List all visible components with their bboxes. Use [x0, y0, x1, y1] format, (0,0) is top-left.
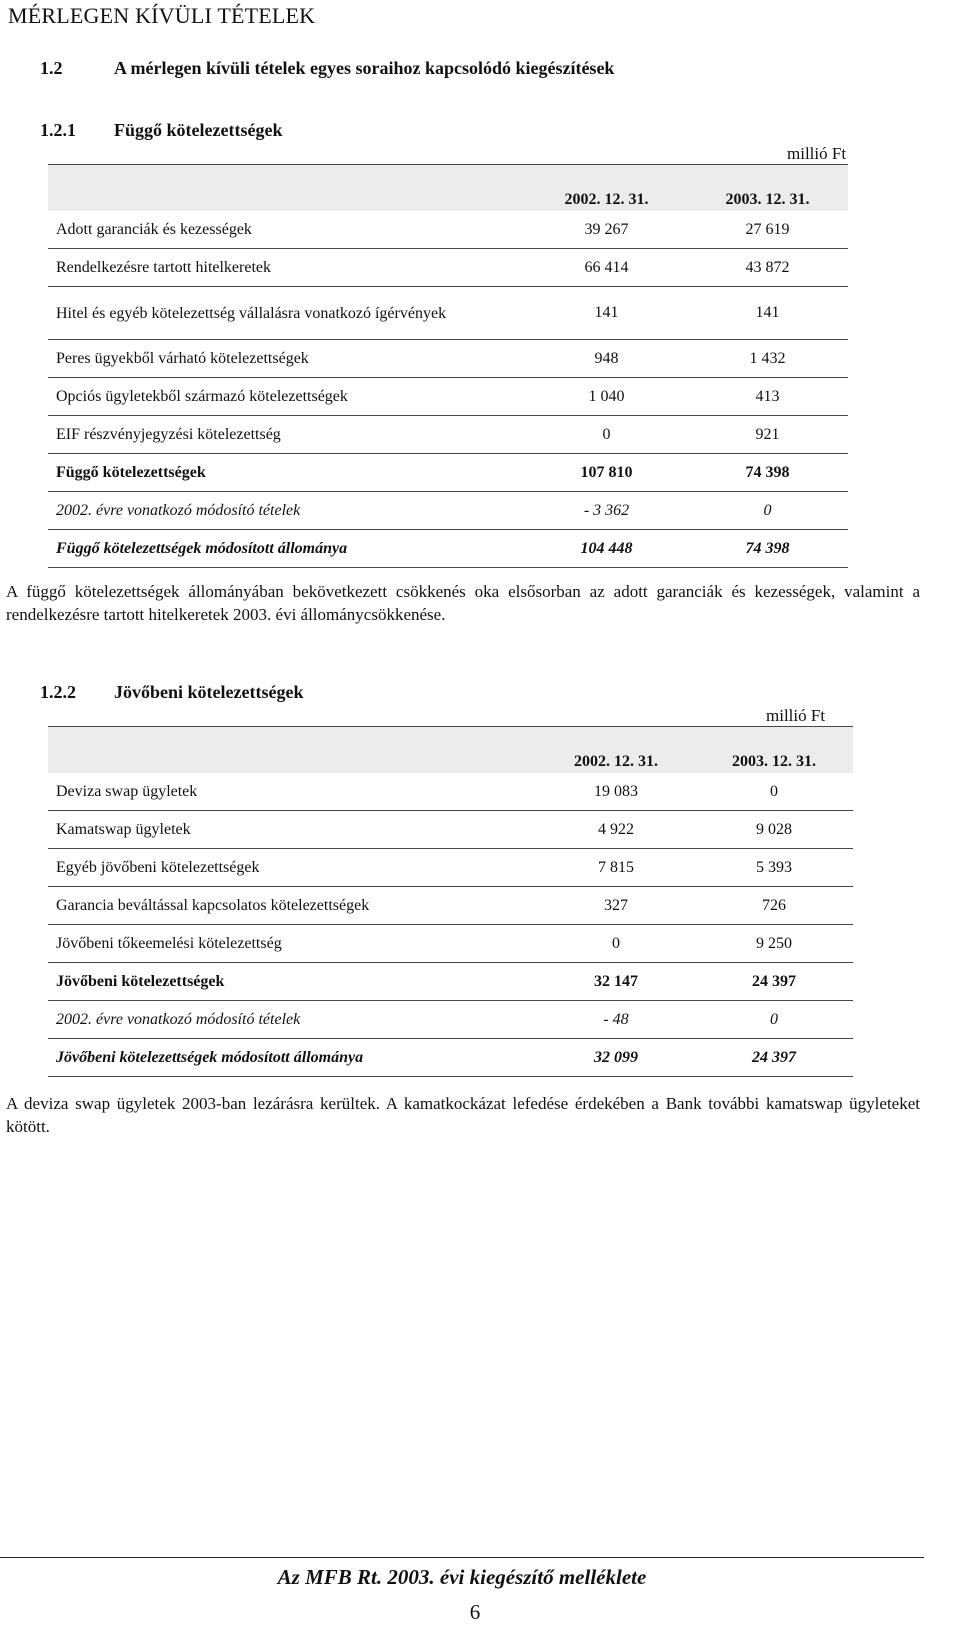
table-adjusted-total-row	[48, 530, 848, 568]
cell-value: 19 083	[537, 773, 695, 811]
cell-value: 948	[526, 340, 687, 378]
cell-value: 921	[687, 416, 848, 454]
cell-value: 74 398	[687, 530, 848, 568]
cell-value: 327	[537, 887, 695, 925]
cell-value: 24 397	[695, 963, 853, 1001]
row-label: 2002. évre vonatkozó módosító tételek	[48, 492, 526, 530]
cell-value: 0	[695, 1001, 853, 1039]
cell-value: 9 250	[695, 925, 853, 963]
table-row	[48, 811, 853, 849]
row-label: EIF részvényjegyzési kötelezettség	[48, 416, 526, 454]
row-label: Peres ügyekből várható kötelezettségek	[48, 340, 526, 378]
table-total-row	[48, 454, 848, 492]
table-row	[48, 378, 848, 416]
cell-value: 726	[695, 887, 853, 925]
table-row	[48, 340, 848, 378]
unit-label-1: millió Ft	[787, 144, 847, 163]
table-adjusted-total-row	[48, 1039, 853, 1077]
column-header: 2002. 12. 31.	[526, 165, 687, 212]
row-label: Jövőbeni kötelezettségek	[48, 963, 537, 1001]
cell-value: 107 810	[526, 454, 687, 492]
cell-value: 413	[687, 378, 848, 416]
section-number: 1.2.2	[40, 682, 76, 702]
cell-value: 43 872	[687, 249, 848, 287]
cell-value: 1 432	[687, 340, 848, 378]
header-blank	[48, 165, 526, 212]
section-title: Jövőbeni kötelezettségek	[114, 682, 304, 702]
table-row	[48, 211, 848, 249]
footer-rule	[0, 1557, 924, 1558]
cell-value: - 48	[537, 1001, 695, 1039]
section-number: 1.2.1	[40, 120, 76, 140]
footer-title: Az MFB Rt. 2003. évi kiegészítő melléklete	[277, 1565, 647, 1589]
row-label: Adott garanciák és kezességek	[48, 211, 526, 249]
cell-value: 24 397	[695, 1039, 853, 1077]
contingent-liabilities-table	[48, 164, 848, 568]
row-label: Kamatswap ügyletek	[48, 811, 537, 849]
row-label: Egyéb jövőbeni kötelezettségek	[48, 849, 537, 887]
cell-value: 1 040	[526, 378, 687, 416]
cell-value: 0	[537, 925, 695, 963]
paragraph-2: A deviza swap ügyletek 2003-ban lezárásra kerültek. A kamatkockázat lefedése érdekében a Bank további kamatswap ügyleteket kötött.	[6, 1094, 920, 1136]
section-number: 1.2	[40, 58, 63, 78]
section-title: A mérlegen kívüli tételek egyes soraihoz kapcsolódó kiegészítések	[114, 58, 615, 78]
table-row	[48, 287, 848, 340]
row-label: Függő kötelezettségek	[48, 454, 526, 492]
table-row	[48, 887, 853, 925]
cell-value: 66 414	[526, 249, 687, 287]
cell-value: 0	[526, 416, 687, 454]
table-header-row	[48, 727, 853, 774]
table-row	[48, 492, 848, 530]
cell-value: 141	[526, 287, 687, 340]
table-row	[48, 925, 853, 963]
cell-value: 141	[687, 287, 848, 340]
cell-value: 0	[695, 773, 853, 811]
row-label: Hitel és egyéb kötelezettség vállalásra vonatkozó ígérvények	[48, 287, 526, 340]
cell-value: 7 815	[537, 849, 695, 887]
cell-value: 104 448	[526, 530, 687, 568]
cell-value: 9 028	[695, 811, 853, 849]
row-label: Deviza swap ügyletek	[48, 773, 537, 811]
section-1-2-2	[40, 682, 920, 706]
row-label: Opciós ügyletekből származó kötelezettségek	[48, 378, 526, 416]
column-header: 2002. 12. 31.	[537, 727, 695, 774]
table-row	[48, 849, 853, 887]
section-1-2	[40, 58, 920, 82]
section-1-2-1	[40, 120, 920, 144]
row-label: Rendelkezésre tartott hitelkeretek	[48, 249, 526, 287]
future-liabilities-table	[48, 726, 853, 1077]
table-row	[48, 1001, 853, 1039]
table-row	[48, 773, 853, 811]
row-label: 2002. évre vonatkozó módosító tételek	[48, 1001, 537, 1039]
cell-value: 27 619	[687, 211, 848, 249]
cell-value: - 3 362	[526, 492, 687, 530]
table-total-row	[48, 963, 853, 1001]
cell-value: 74 398	[687, 454, 848, 492]
column-header: 2003. 12. 31.	[687, 165, 848, 212]
table-row	[48, 416, 848, 454]
column-header: 2003. 12. 31.	[695, 727, 853, 774]
row-label: Függő kötelezettségek módosított állománya	[48, 530, 526, 568]
cell-value: 32 099	[537, 1039, 695, 1077]
table-header-row	[48, 165, 848, 212]
row-label: Garancia beváltással kapcsolatos kötelezettségek	[48, 887, 537, 925]
table-row	[48, 249, 848, 287]
page-number: 6	[469, 1600, 481, 1624]
row-label: Jövőbeni tőkeemelési kötelezettség	[48, 925, 537, 963]
cell-value: 5 393	[695, 849, 853, 887]
header-blank	[48, 727, 537, 774]
unit-label-2: millió Ft	[766, 706, 826, 725]
cell-value: 32 147	[537, 963, 695, 1001]
cell-value: 39 267	[526, 211, 687, 249]
cell-value: 4 922	[537, 811, 695, 849]
page-heading: MÉRLEGEN KÍVÜLI TÉTELEK	[8, 3, 316, 28]
paragraph-1: A függő kötelezettségek állományában bekövetkezett csökkenés oka elsősorban az adott garanciák és kezességek, valamint a rendelkezésre tartott hitelkeretek 2003. évi állománycsökkenése.	[6, 582, 920, 624]
cell-value: 0	[687, 492, 848, 530]
row-label: Jövőbeni kötelezettségek módosított állománya	[48, 1039, 537, 1077]
section-title: Függő kötelezettségek	[114, 120, 283, 140]
